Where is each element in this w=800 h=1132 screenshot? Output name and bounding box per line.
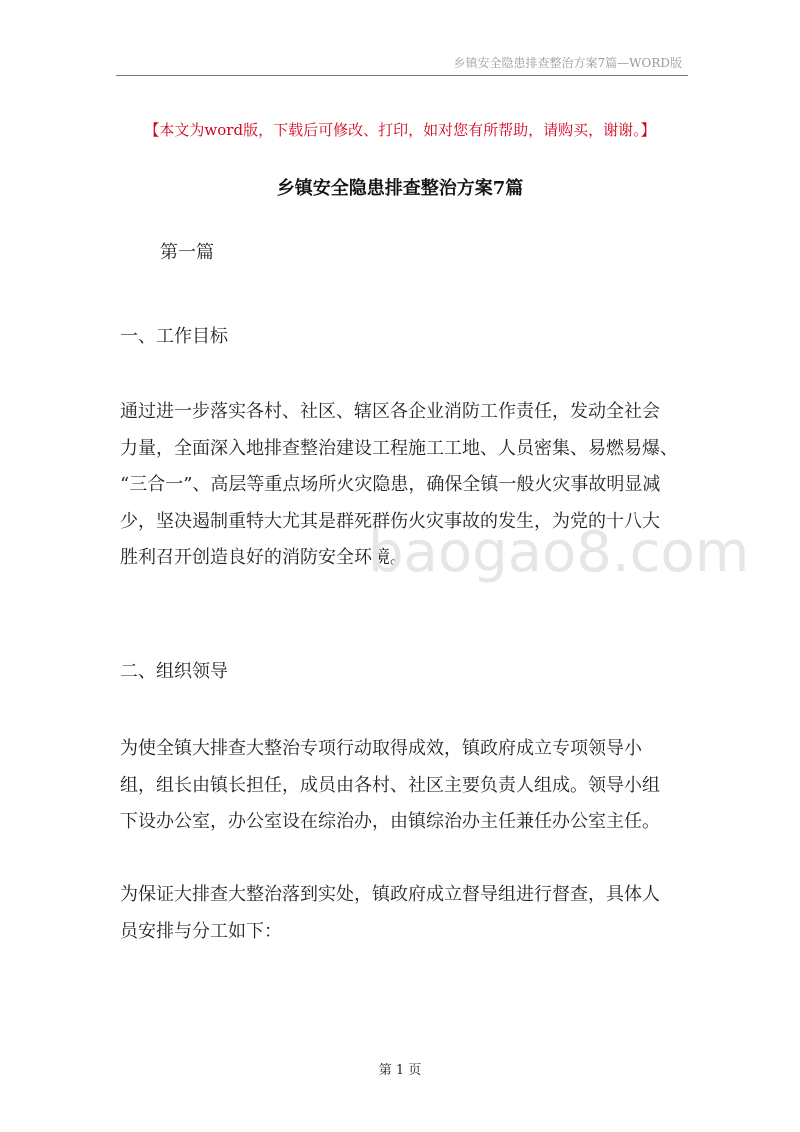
paragraph-line: 员安排与分工如下： bbox=[120, 920, 282, 942]
paragraph-organization bbox=[120, 731, 690, 841]
document-title: 乡镇安全隐患排查整治方案7篇 bbox=[276, 178, 524, 199]
paragraph-line: 通过进一步落实各村、社区、辖区各企业消防工作责任，发动全社会 bbox=[120, 401, 660, 422]
site-watermark: baogao8.com bbox=[368, 520, 750, 585]
section-heading-goals: 一、工作目标 bbox=[120, 326, 228, 347]
paragraph-line: 为使全镇大排查大整治专项行动取得成效，镇政府成立专项领导小 bbox=[120, 738, 642, 759]
paragraph-line: 胜利召开创造良好的消防安全环境。 bbox=[120, 547, 408, 568]
paragraph-line: 下设办公室，办公室设在综治办，由镇综治办主任兼任办公室主任。 bbox=[120, 811, 660, 832]
paragraph-supervision bbox=[120, 877, 690, 950]
purchase-notice: 【本文为word版，下载后可修改、打印，如对您有所帮助，请购买，谢谢。】 bbox=[144, 121, 656, 139]
paragraph-line: 为保证大排查大整治落到实处，镇政府成立督导组进行督查，具体人 bbox=[120, 884, 660, 905]
section-heading-organization: 二、组织领导 bbox=[120, 661, 228, 682]
part-label: 第一篇 bbox=[160, 242, 214, 263]
paragraph-line: “三合一”、高层等重点场所火灾隐患，确保全镇一般火灾事故明显减 bbox=[120, 474, 661, 495]
page-header-text: 乡镇安全隐患排查整治方案7篇—WORD版 bbox=[453, 56, 682, 70]
paragraph-line: 力量，全面深入地排查整治建设工程施工工地、人员密集、易燃易爆、 bbox=[120, 437, 678, 459]
paragraph-line: 组，组长由镇长担任，成员由各村、社区主要负责人组成。领导小组 bbox=[120, 774, 660, 796]
paragraph-goals bbox=[120, 394, 690, 577]
paragraph-line: 少，坚决遏制重特大尤其是群死群伤火灾事故的发生，为党的十八大 bbox=[120, 510, 660, 532]
page-number: 第 1 页 bbox=[378, 1063, 422, 1078]
header-divider bbox=[116, 75, 688, 76]
